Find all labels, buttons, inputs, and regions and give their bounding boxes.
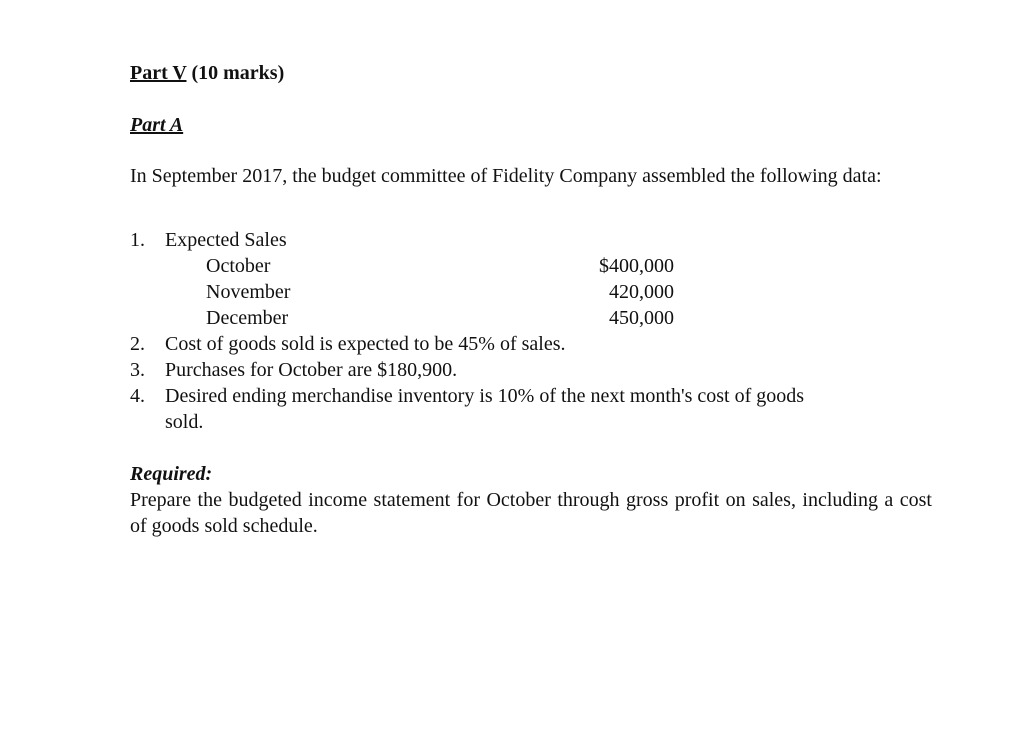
sales-amount-november: 420,000 (609, 281, 674, 303)
item-text: Expected Sales (165, 229, 287, 251)
item-text: Cost of goods sold is expected to be 45% of sales. (165, 333, 566, 355)
item-number: 1. (130, 229, 145, 251)
sales-amount-october: $400,000 (599, 255, 674, 277)
item-number: 4. (130, 385, 145, 407)
list-item-4 (130, 383, 804, 409)
sales-month-december: December (206, 307, 289, 329)
sales-amount-december: 450,000 (609, 307, 674, 329)
list-item-1 (130, 227, 287, 253)
part-title (130, 60, 284, 86)
section-heading: Part A (130, 114, 184, 136)
required-text: Prepare the budgeted income statement for October through gross profit on sales, including a cost of goods sold schedule. (130, 489, 932, 537)
item-text: Purchases for October are $180,900. (165, 359, 458, 381)
item-number: 2. (130, 333, 145, 355)
item-number: 3. (130, 359, 145, 381)
list-item-4-continuation: sold. (165, 411, 204, 433)
list-item-2 (130, 331, 566, 357)
part-label: Part V (130, 62, 187, 84)
marks-label: (10 marks) (191, 62, 285, 84)
sales-month-october: October (206, 255, 271, 277)
list-item-3 (130, 357, 457, 383)
sales-month-november: November (206, 281, 291, 303)
required-heading: Required: (130, 463, 213, 485)
intro-paragraph: In September 2017, the budget committee of Fidelity Company assembled the following data: (130, 165, 882, 187)
item-text: Desired ending merchandise inventory is 10% of the next month's cost of goods (165, 385, 805, 407)
